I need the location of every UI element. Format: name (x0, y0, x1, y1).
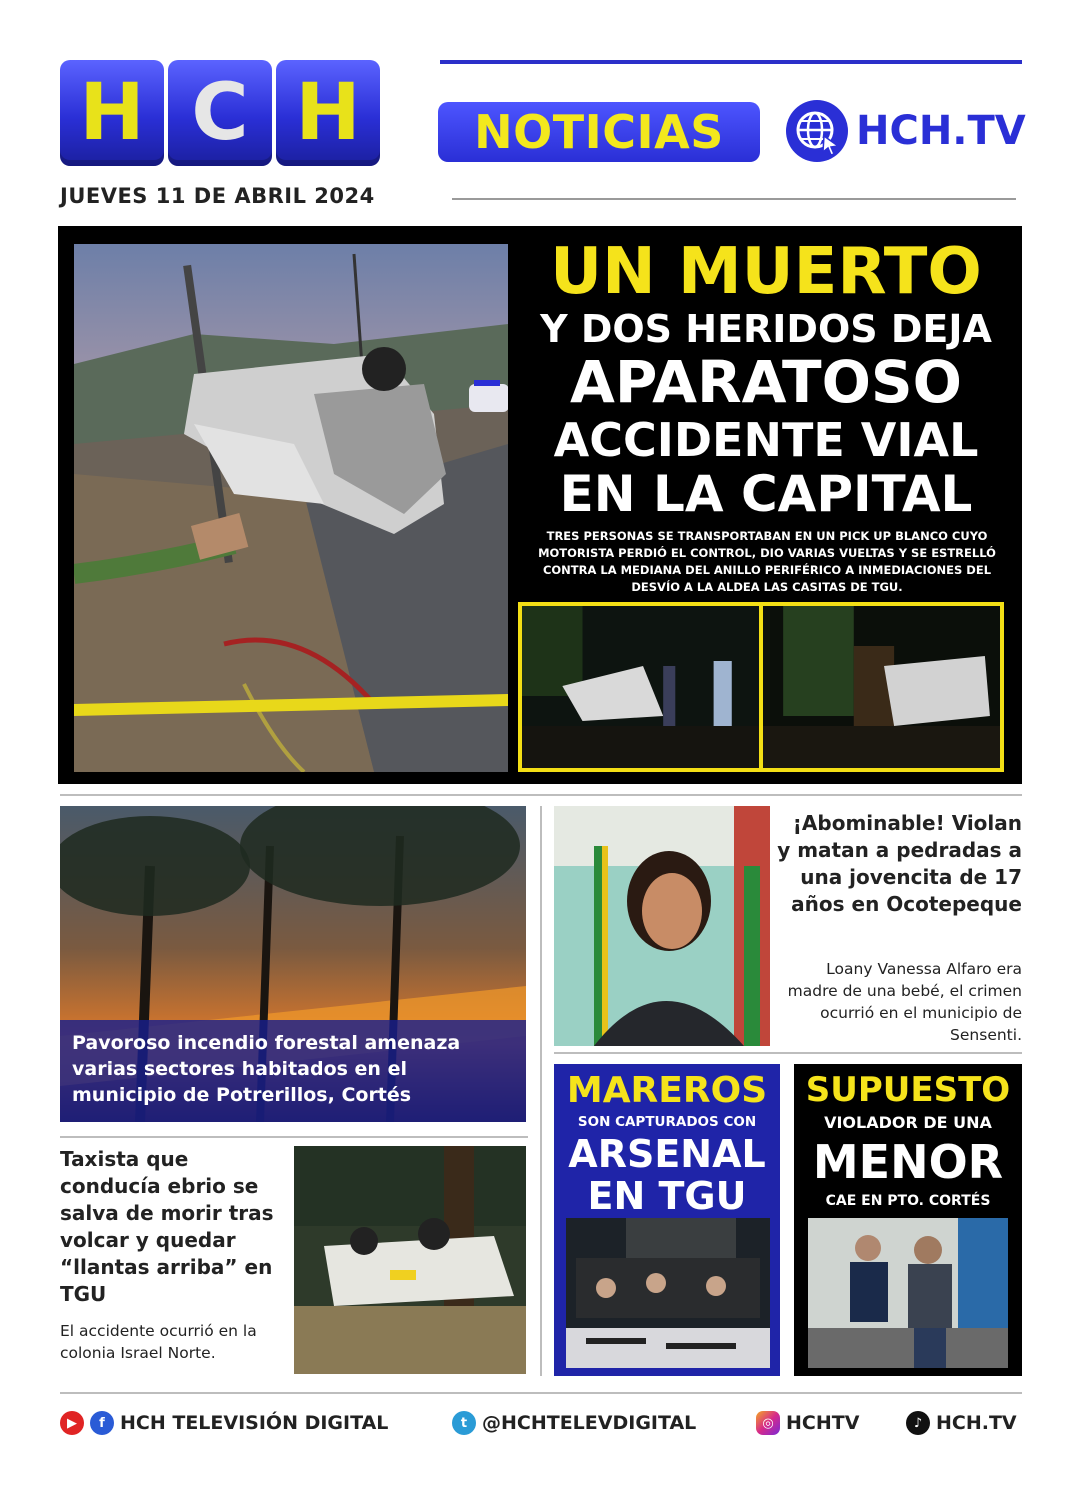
victim-portrait-photo (554, 806, 770, 1046)
globe-icon (786, 100, 848, 162)
divider (60, 1136, 528, 1138)
header-rule-top (440, 60, 1022, 64)
supuesto-headline-3: MENOR (812, 1135, 1004, 1189)
main-story-thumbnails (518, 602, 1004, 772)
footer-instagram-label: HCHTV (786, 1412, 860, 1434)
logo-letter-h2: H (276, 60, 380, 166)
mareros-headline-4: EN TGU (587, 1174, 747, 1218)
abominable-headline: ¡Abominable! Violan y matan a pedradas a una jovencita de 17 años en Ocotepeque (777, 811, 1022, 916)
main-accident-photo (74, 244, 508, 772)
footer-instagram[interactable] (756, 1408, 859, 1438)
facebook-icon: f (90, 1411, 114, 1435)
main-headline-5: EN LA CAPITAL (559, 465, 973, 523)
twitter-icon: t (452, 1411, 476, 1435)
footer-tiktok-label: HCH.TV (936, 1412, 1017, 1434)
footer-facebook-youtube[interactable] (60, 1408, 388, 1438)
column-divider (540, 806, 542, 1376)
divider (60, 794, 1022, 796)
thumbnail-night-scene-2 (763, 606, 1000, 768)
main-headline-4: ACCIDENTE VIAL (553, 413, 979, 467)
logo-letter-h: H (60, 60, 164, 166)
arsenal-seizure-photo (566, 1218, 770, 1368)
section-label: NOTICIAS (438, 102, 760, 162)
header-rule-bottom (452, 198, 1016, 200)
youtube-icon: ▶ (60, 1411, 84, 1435)
taxi-summary: El accidente ocurrió en la colonia Israel Norte. (60, 1322, 257, 1362)
instagram-icon: ◎ (756, 1411, 780, 1435)
abominable-summary: Loany Vanessa Alfaro era madre de una bebé, el crimen ocurrió en el municipio de Sensenti. (787, 960, 1022, 1044)
divider (554, 1052, 1022, 1054)
thumbnail-night-scene-1 (522, 606, 759, 768)
issue-date: JUEVES 11 DE ABRIL 2024 (60, 184, 375, 208)
main-headline-1: UN MUERTO (550, 235, 982, 309)
footer-twitter-label: @HCHTELEVDIGITAL (482, 1412, 697, 1434)
supuesto-headline-4: CAE EN PTO. CORTÉS (825, 1193, 991, 1209)
tiktok-icon: ♪ (906, 1411, 930, 1435)
footer-tiktok[interactable] (906, 1408, 1017, 1438)
main-headline-3: APARATOSO (570, 348, 962, 416)
footer-divider (60, 1392, 1022, 1394)
overturned-taxi-photo (294, 1146, 526, 1374)
supuesto-headline-1: SUPUESTO (805, 1070, 1011, 1110)
main-headline-2: Y DOS HERIDOS DEJA (540, 307, 992, 351)
supuesto-headline-2: VIOLADOR DE UNA (824, 1113, 992, 1132)
site-link[interactable]: HCH.TV (856, 108, 1026, 154)
taxi-headline: Taxista que conducía ebrio se salva de morir tras volcar y quedar “llantas arriba” en TGU (60, 1147, 274, 1306)
mareros-headline-2: SON CAPTURADOS CON (577, 1114, 757, 1130)
mareros-headline-3: ARSENAL (568, 1132, 766, 1176)
footer-facebook-label: HCH TELEVISIÓN DIGITAL (120, 1412, 389, 1434)
hch-logo (60, 60, 380, 166)
fire-story-caption: Pavoroso incendio forestal amenaza varias sectores habitados en el municipio de Potrerillos, Cortés (60, 1020, 526, 1122)
main-story-summary: TRES PERSONAS SE TRANSPORTABAN EN UN PICK UP BLANCO CUYO MOTORISTA PERDIÓ EL CONTROL, DIO VARIAS VUELTAS Y SE ESTRELLÓ CONTRA LA MEDIANA DEL ANILLO PERIFÉRICO A INMEDIACIONES DEL DESVÍO A LA ALDEA LAS CASITAS DE TGU. (538, 529, 996, 594)
arrest-photo (808, 1218, 1008, 1368)
mareros-headline-1: MAREROS (566, 1070, 768, 1111)
logo-letter-c: C (168, 60, 272, 166)
footer-twitter[interactable] (452, 1408, 696, 1438)
